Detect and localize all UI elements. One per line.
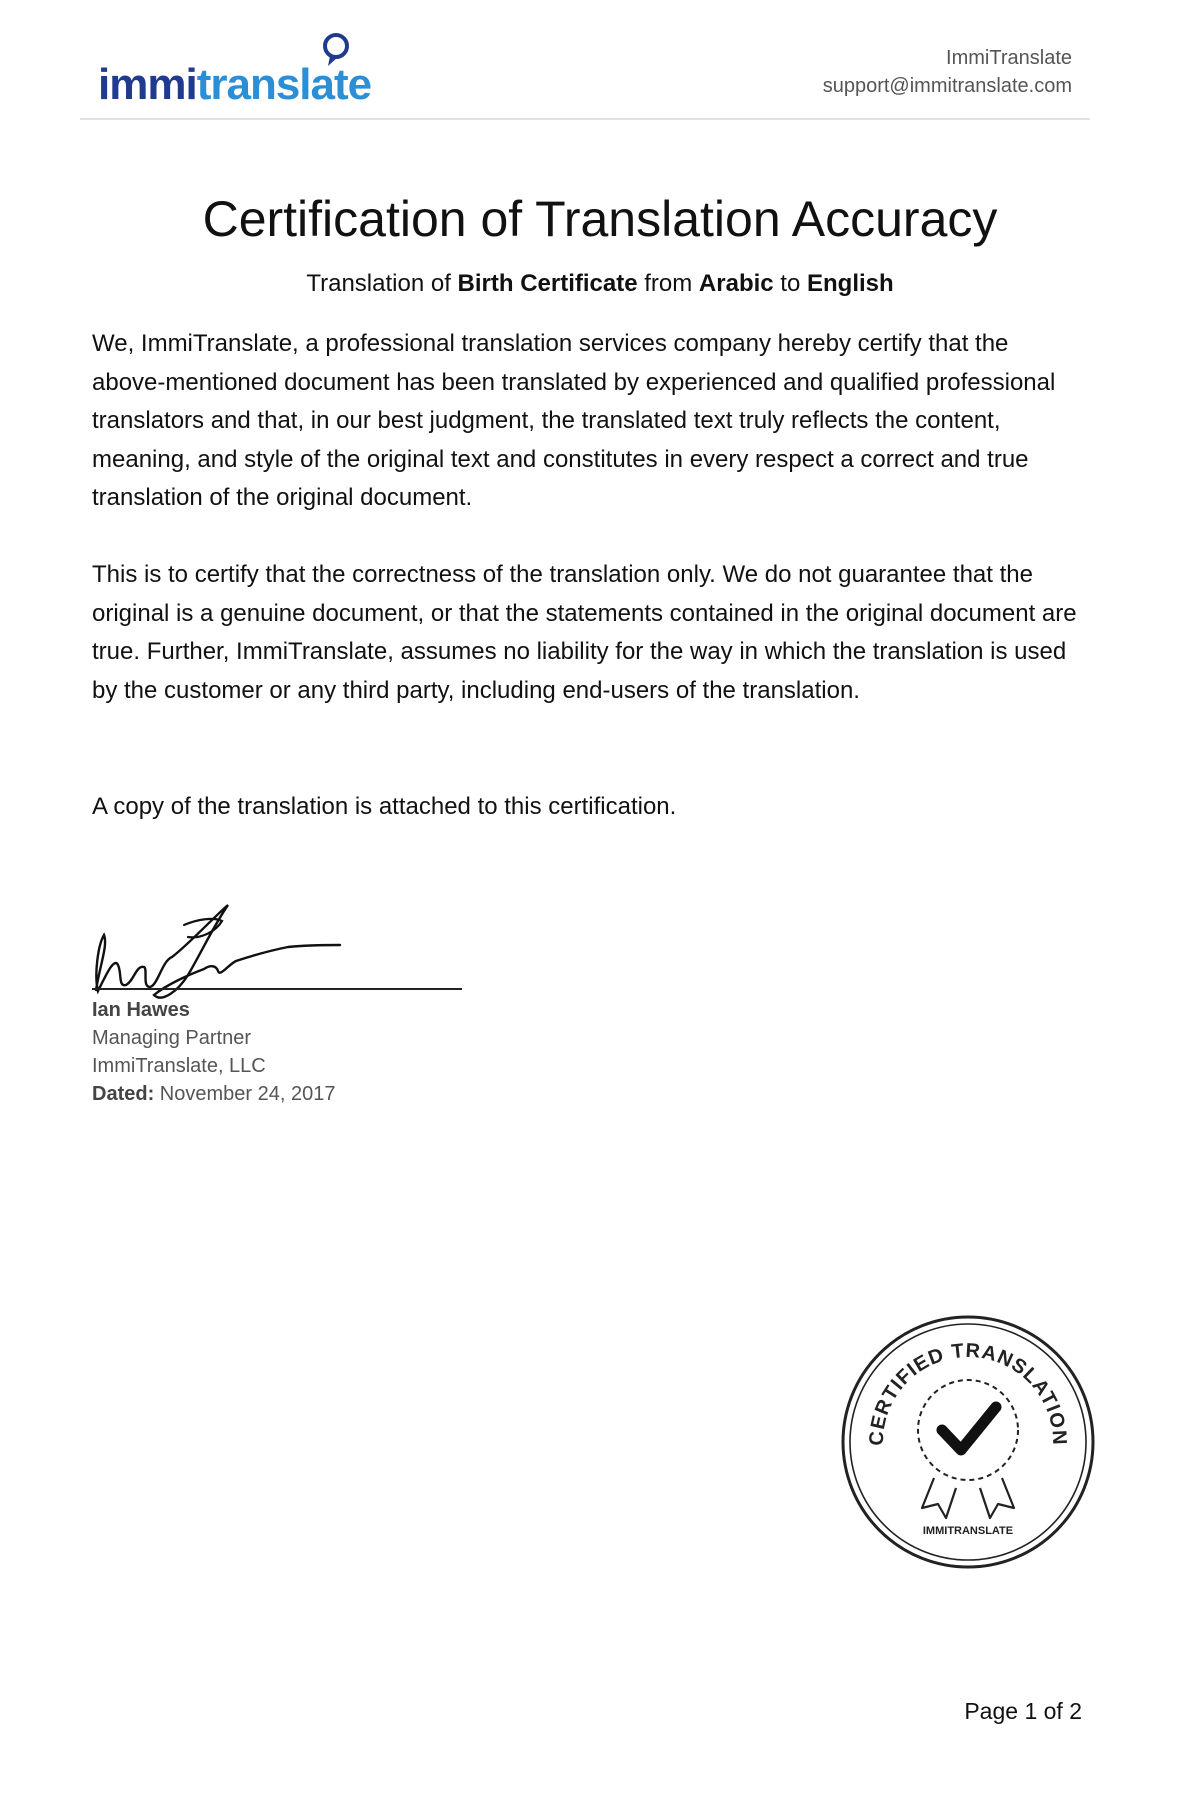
- dated-label: Dated:: [92, 1083, 155, 1105]
- subtitle-from: from: [637, 270, 699, 297]
- speech-bubble-icon: [316, 30, 356, 72]
- signer-company: ImmiTranslate, LLC: [92, 1055, 266, 1077]
- logo-text-immi: immi: [98, 60, 197, 109]
- source-language: Arabic: [698, 270, 774, 297]
- logo-text-translate: translate: [196, 60, 372, 109]
- seal-bottom-text: IMMITRANSLATE: [922, 1525, 1014, 1537]
- signer-role: Managing Partner: [92, 1027, 251, 1049]
- checkmark-icon: [942, 1407, 996, 1450]
- contact-info: [823, 44, 1072, 100]
- signed-date: [92, 1080, 335, 1108]
- document-header: [80, 30, 1090, 120]
- svg-text:CERTIFIED TRANSLATION: [866, 1340, 1070, 1446]
- subtitle-to: to: [773, 270, 807, 297]
- certification-paragraph: We, ImmiTranslate, a professional translation services company hereby certify that the above-mentioned document has been translated by experienced and qualified professional translators and that, in our best judgment, the translated text truly reflects the content, meaning, and style of the original text and constitutes in every respect a correct and true translation of the original document.: [92, 330, 1056, 511]
- attachment-note: A copy of the translation is attached to this certification.: [92, 793, 677, 820]
- target-language: English: [806, 270, 894, 297]
- document-type: Birth Certificate: [457, 270, 638, 297]
- seal-top-text: CERTIFIED TRANSLATION: [865, 1339, 1071, 1447]
- signature-line: [92, 988, 462, 990]
- signer-name: Ian Hawes: [92, 999, 190, 1021]
- contact-company: ImmiTranslate: [946, 47, 1072, 69]
- contact-email: support@immitranslate.com: [822, 75, 1072, 97]
- page-number: Page 1 of 2: [964, 1698, 1082, 1724]
- subtitle-prefix: Translation of: [306, 270, 458, 297]
- certified-translation-seal: [838, 1312, 1098, 1572]
- signer-block: [92, 996, 335, 1108]
- disclaimer-paragraph: This is to certify that the correctness of the translation only. We do not guarantee that the original is a genuine document, or that the statements contained in the original document are true. Further, ImmiTranslate, assumes no liability for the way in which the translation is used by the customer or any third party, including end-users of the translation.: [92, 561, 1077, 704]
- document-title: Certification of Translation Accuracy: [202, 191, 998, 247]
- document-subtitle: [0, 270, 1200, 298]
- date-value: November 24, 2017: [159, 1083, 336, 1105]
